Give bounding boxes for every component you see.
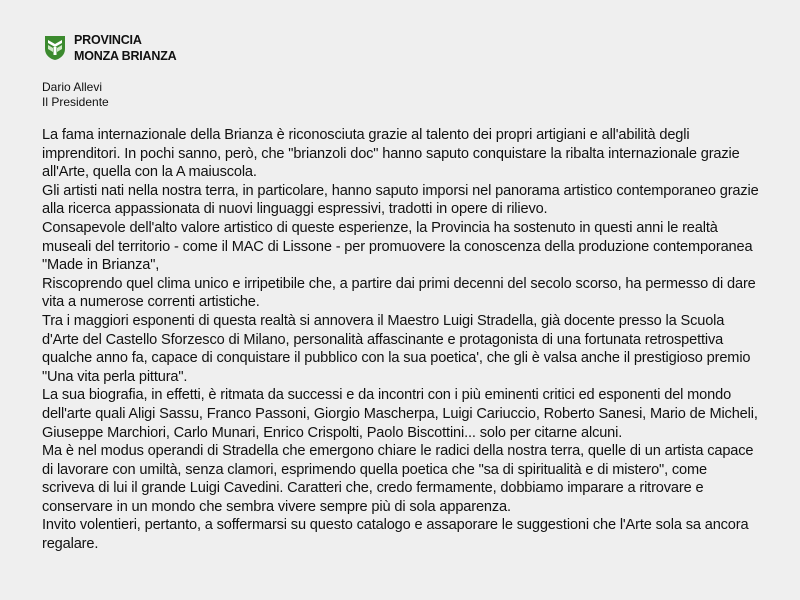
paragraph: Riscoprendo quel clima unico e irripetibile che, a partire dai primi decenni del secolo scorso, ha permesso di dare vita a numerose correnti artistiche. <box>42 275 756 311</box>
paragraph: La sua biografia, in effetti, è ritmata da successi e da incontri con i più eminenti critici ed esponenti del mondo dell'arte quali Aligi Sassu, Franco Passoni, Giorgio Mascherpa, Luigi Cariuccio, Roberto Sanesi, Mario de Micheli, Giuseppe Marchiori, Carlo Munari, Enrico Crispolti, Paolo Biscottini... solo per citarne alcuni. <box>42 387 758 441</box>
org-line-2: MONZA BRIANZA <box>74 49 177 63</box>
org-line-1: PROVINCIA <box>74 33 142 47</box>
header <box>44 32 176 64</box>
author-role: Il Presidente <box>42 95 109 109</box>
organization-name <box>74 32 176 64</box>
provincia-shield-logo-icon <box>44 35 66 61</box>
paragraph: Tra i maggiori esponenti di questa realtà si annovera il Maestro Luigi Stradella, già docente presso la Scuola d'Arte del Castello Sforzesco di Milano, personalità affascinante e protagonista di una fortunata retrospettiva qualche anno fa, capace di conquistare il pubblico con la sua poetica', che gli è valsa anche il prestigioso premio "Una vita perla pittura". <box>42 312 751 385</box>
paragraph: Invito volentieri, pertanto, a soffermarsi su questo catalogo e assaporare le suggestioni che l'Arte sola sa ancora regalare. <box>42 517 749 553</box>
author-block <box>42 80 109 110</box>
author-name: Dario Allevi <box>42 80 103 94</box>
paragraph: Gli artisti nati nella nostra terra, in particolare, hanno saputo imporsi nel panorama artistico contemporaneo grazie alla ricerca appassionata di nuovi linguaggi espressivi, tradotti in opere di rilievo. <box>42 182 759 218</box>
letter-body <box>42 126 762 554</box>
paragraph: Ma è nel modus operandi di Stradella che emergono chiare le radici della nostra terra, quelle di un artista capace di lavorare con umiltà, senza clamori, esprimendo quella poetica che "sa di spiritualità e di mistero", come scriveva di lui il grande Luigi Cavedini. Caratteri che, credo fermamente, dobbiamo imparare a ritrovare e conservare in un mondo che sembra vivere sempre più di sola apparenza. <box>42 443 754 515</box>
paragraph: Consapevole dell'alto valore artistico di queste esperienze, la Provincia ha sostenuto in questi anni le realtà museali del territorio - come il MAC di Lissone - per promuovere la conoscenza della produzione contemporanea "Made in Brianza", <box>42 219 753 274</box>
paragraph: La fama internazionale della Brianza è riconosciuta grazie al talento dei propri artigiani e all'abilità degli imprenditori. In pochi sanno, però, che "brianzoli doc" hanno saputo conquistare la ribalta internazionale grazie all'Arte, quella con la A maiuscola. <box>42 127 740 181</box>
